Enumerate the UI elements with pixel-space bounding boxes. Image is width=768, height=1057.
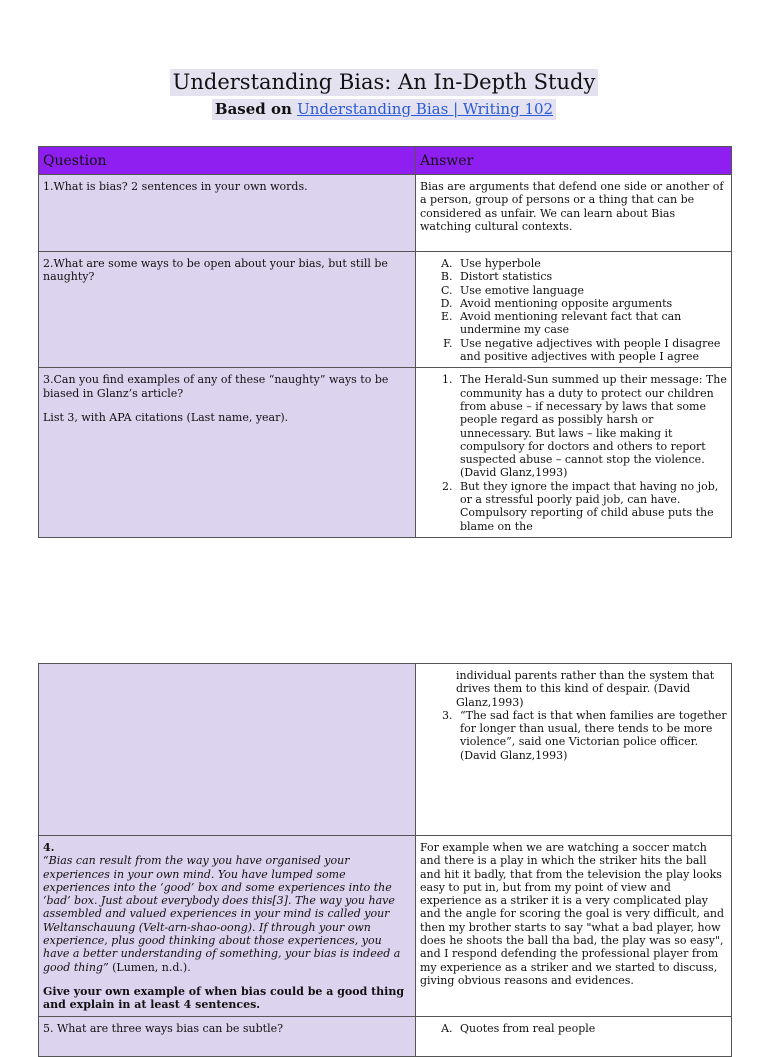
- qa-table-page-1: [38, 146, 732, 538]
- list-item: 2. But they ignore the impact that having no job, or a stressful poorly paid job, can have. Compulsory reporting of child abuse puts the blame on the: [456, 480, 727, 533]
- list-item: 3. “The sad fact is that when families are together for longer than usual, there tends to be more violence”, said one Victorian police officer. (David Glanz,1993): [456, 709, 727, 762]
- answer-3: [416, 368, 732, 538]
- question-4-quote: “Bias can result from the way you have organised your experiences in your own mind. You have lumped some experiences into the ‘good’ box and some experiences into the ‘bad’ box. Just about everybody does this[3]. The way you have assembled and valued experiences in your mind is called your Weltanschauung (Velt-arn-shao-oong). If through your own experience, plus good thinking about those experiences, you have a better understanding of something, your bias is indeed a good thing”: [43, 854, 401, 974]
- list-item: F. Use negative adjectives with people I disagree and positive adjectives with people I agree: [456, 337, 727, 364]
- list-item: D. Avoid mentioning opposite arguments: [456, 297, 727, 310]
- question-5: 5. What are three ways bias can be subtle?: [39, 1016, 416, 1056]
- table-row: [39, 1016, 732, 1056]
- table-row: [39, 252, 732, 368]
- question-3-continued: [39, 664, 416, 836]
- answer-2-list: [420, 257, 727, 363]
- subtitle-block: [0, 99, 768, 120]
- source-link[interactable]: Understanding Bias | Writing 102: [297, 100, 554, 118]
- table-row: [39, 664, 732, 836]
- table-row: [39, 368, 732, 538]
- answer-3-list-continued: [420, 709, 727, 762]
- question-1: 1.What is bias? 2 sentences in your own words.: [39, 175, 416, 252]
- question-4-prompt: Give your own example of when bias could be a good thing and explain in at least 4 sentences.: [43, 984, 405, 1012]
- answer-3-list: [420, 373, 727, 533]
- qa-table-page-2: [38, 663, 732, 1057]
- table-row: [39, 836, 732, 1017]
- question-3-line-1: 3.Can you find examples of any of these “naughty” ways to be biased in Glanz’s article?: [43, 373, 389, 400]
- table-row: [39, 175, 732, 252]
- answer-3-item-2-continued: individual parents rather than the system that drives them to this kind of despair. (David Glanz,1993): [456, 669, 715, 709]
- question-2: 2.What are some ways to be open about your bias, but still be naughty?: [39, 252, 416, 368]
- table-header-row: [39, 147, 732, 175]
- answer-5: [416, 1016, 732, 1056]
- question-4-quote-block: [43, 854, 411, 974]
- question-3-line-2: List 3, with APA citations (Last name, year).: [43, 410, 289, 424]
- question-4: [39, 836, 416, 1017]
- title-block: [0, 69, 768, 96]
- list-item: A. Quotes from real people: [456, 1022, 727, 1035]
- list-item: C. Use emotive language: [456, 284, 727, 297]
- answer-4: For example when we are watching a soccer match and there is a play in which the striker hits the ball and hit it badly, that from the television the play looks easy to put in, but from my point of view and experience as a striker it is a very complicated play and the angle for scoring the goal is very difficult, and then my brother starts to say "what a bad player, how does he shoots the ball tha bad, the play was so easy", and I respond defending the professional player from my experience as a striker and we started to discuss, giving obvious reasons and evidences.: [416, 836, 732, 1017]
- list-item: 1. The Herald-Sun summed up their message: The community has a duty to protect our children from abuse – if necessary by laws that some people regard as possibly harsh or unnecessary. But laws – like making it compulsory for doctors and others to report suspected abuse – cannot stop the violence. (David Glanz,1993): [456, 373, 727, 479]
- document-subtitle: [212, 99, 556, 120]
- header-question: Question: [39, 147, 416, 175]
- subtitle-prefix: Based on: [214, 100, 298, 118]
- answer-1: Bias are arguments that defend one side or another of a person, group of persons or a thing that can be considered as unfair. We can learn about Bias watching cultural contexts.: [416, 175, 732, 252]
- list-item: B. Distort statistics: [456, 270, 727, 283]
- list-item: A. Use hyperbole: [456, 257, 727, 270]
- list-item: E. Avoid mentioning relevant fact that can undermine my case: [456, 310, 727, 337]
- answer-3-continued: [416, 664, 732, 836]
- answer-2: [416, 252, 732, 368]
- question-3: [39, 368, 416, 538]
- question-4-number: 4.: [43, 841, 55, 854]
- question-4-citation: (Lumen, n.d.).: [108, 960, 191, 974]
- header-answer: Answer: [416, 147, 732, 175]
- document-title: Understanding Bias: An In-Depth Study: [170, 69, 599, 96]
